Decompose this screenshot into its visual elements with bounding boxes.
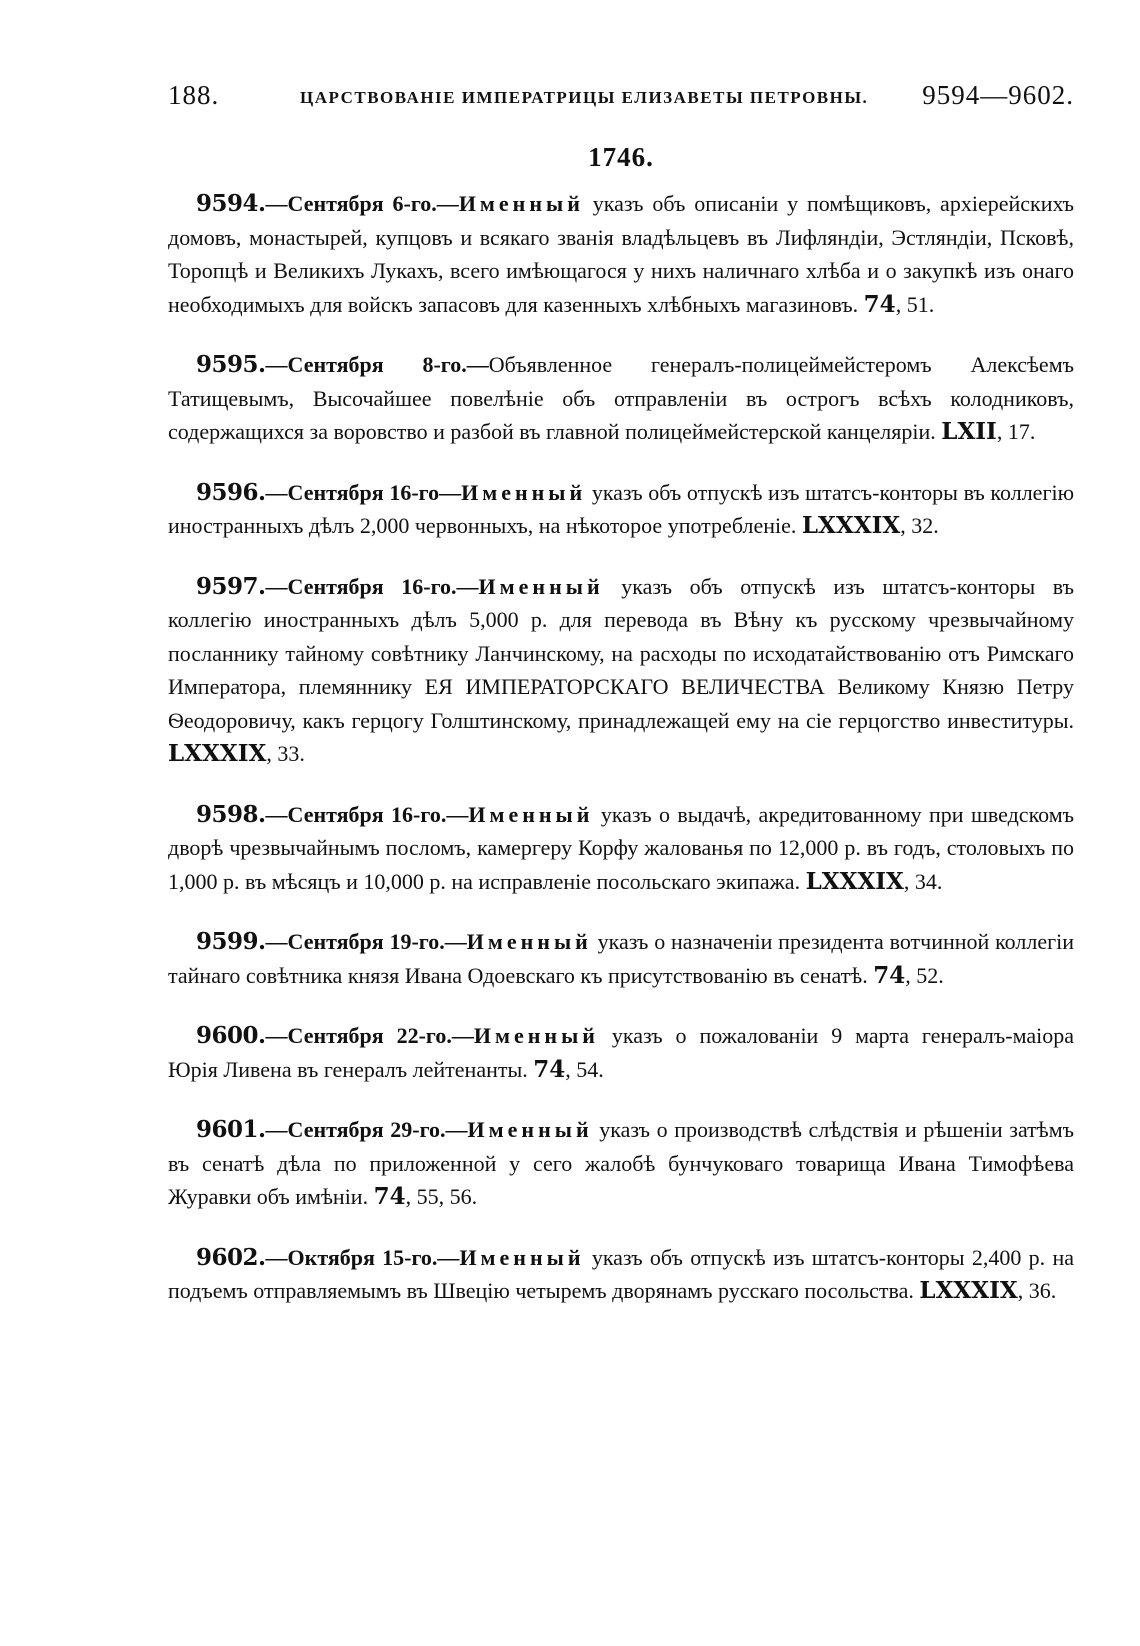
entry-date: —Сентября 8-го.—: [265, 352, 489, 377]
entry-volume-ref: 74: [873, 961, 906, 989]
entry-page-ref: , 51.: [895, 291, 935, 317]
entry-type: Именный: [458, 191, 584, 216]
entry: [168, 798, 1074, 899]
entry: [168, 570, 1074, 771]
entry-type: Именный: [478, 573, 604, 599]
entry-number: 9597.: [196, 572, 266, 600]
entry-text: указъ объ отпускѣ изъ штатсъ-конторы 2,400 р. на подъемъ отправляемымъ въ Швецію четыремъ дворянамъ русскаго посольства.: [168, 1244, 1074, 1303]
entry: [168, 1019, 1074, 1086]
entry-volume-ref: LXXXIX: [168, 740, 267, 767]
header-title: ЦАРСТВОВАНІЕ ИМПЕРАТРИЦЫ ЕЛИЗАВЕТЫ ПЕТРОВНЫ.: [300, 88, 869, 107]
entry-volume-ref: 74: [863, 290, 896, 318]
entry-type: Именный: [459, 1244, 585, 1270]
entry: [168, 187, 1074, 321]
entry-page-ref: , 17.: [996, 419, 1036, 444]
entry-range: 9594—9602.: [922, 80, 1074, 110]
entry-number: 9602.: [196, 1243, 266, 1271]
entry-text: указъ объ описаніи у помѣщиковъ, архіерейскихъ домовъ, монастырей, купцовъ и всякаго званія владѣльцевъ въ Лифляндіи, Эстляндіи, Псковѣ, Торопцѣ и Великихъ Лукахъ, всего имѣющагося у нихъ наличнаго хлѣба и о закупкѣ изъ онаго необходимыхъ для войскъ запасовъ для казенныхъ хлѣбныхъ магазиновъ.: [168, 191, 1075, 317]
year-heading: 1746.: [588, 142, 654, 172]
entry-volume-ref: LXII: [941, 418, 997, 445]
entry-text: указъ объ отпускѣ изъ штатсъ-конторы въ коллегію иностранныхъ дѣлъ 2,000 червонныхъ, на нѣкоторое употребленіе.: [168, 479, 1075, 538]
page-number: 188.: [168, 80, 220, 110]
entry-page-ref: , 36.: [1017, 1278, 1057, 1303]
entry-text: указъ объ отпускѣ изъ штатсъ-конторы въ коллегію иностранныхъ дѣлъ 5,000 р. для перевода въ Вѣну къ русскому чрезвычайному посланнику тайному совѣтнику Ланчинскому, на расходы по исходатайствованію отъ Римскаго Императора, племяннику ЕЯ ИМПЕРАТОРСКАГО ВЕЛИЧЕСТВА Великому Князю Петру Ѳеодоровичу, какъ герцогу Голштинскому, принадлежащей ему на сіе герцогство инвеституры.: [168, 573, 1075, 733]
entry-text: указъ о выдачѣ, акредитованному при шведскомъ дворѣ чрезвычайнымъ посломъ, камергеру Корфу жалованья по 12,000 р. въ годъ, столовыхъ по 1,000 р. въ мѣсяцъ и 10,000 р. на исправленіе посольскаго экипажа.: [168, 801, 1075, 894]
entry-number: 9598.: [196, 800, 266, 828]
entry-number: 9596.: [196, 478, 266, 506]
entry-page-ref: , 32.: [900, 513, 939, 538]
entry-number: 9599.: [196, 928, 266, 955]
entry-number: 9600.: [196, 1022, 266, 1049]
entry-page-ref: , 52.: [905, 962, 944, 988]
entry-volume-ref: LXXXIX: [919, 1277, 1018, 1304]
document-page: [168, 80, 1074, 1335]
entry-volume-ref: LXXXIX: [805, 867, 904, 895]
entry-text: указъ о назначеніи президента вотчинной коллегіи тайнаго совѣтника князя Ивана Одоевскаго къ присутствованію въ сенатѣ.: [168, 929, 1075, 988]
entry: [168, 476, 1074, 543]
entry-number: 9594.: [196, 190, 266, 217]
entry-type: Именный: [468, 801, 594, 827]
entry-number: 9595.: [196, 351, 266, 378]
entry-page-ref: , 33.: [266, 741, 305, 766]
entry-date: —Сентября 6-го.—: [265, 191, 459, 216]
entry-text: указъ о пожалованіи 9 марта генералъ-маіора Юрія Ливена въ генералъ лейтенанты.: [168, 1023, 1075, 1082]
entry-type: Именный: [466, 929, 592, 954]
entry-date: —Сентября 16-го.—: [265, 573, 479, 599]
entry-volume-ref: 74: [533, 1055, 566, 1083]
entry-date: —Сентября 22-го.—: [265, 1023, 474, 1048]
entry-page-ref: , 34.: [903, 868, 943, 894]
entry: [168, 348, 1074, 449]
running-head: [168, 80, 1074, 114]
entry-type: Именный: [461, 479, 587, 505]
entry-date: —Октября 15-го.—: [265, 1244, 460, 1270]
entry: [168, 925, 1074, 992]
entry-date: —Сентября 16-го—: [265, 479, 462, 505]
entry-page-ref: , 54.: [565, 1056, 604, 1082]
entry-type: Именный: [473, 1023, 599, 1048]
entry-text: указъ о производствѣ слѣдствія и рѣшеніи затѣмъ въ сенатѣ дѣла по приложенной у сего жалобѣ бунчуковаго товарища Ивана Тимофѣева Журавки объ имѣніи.: [168, 1117, 1075, 1209]
entry-date: —Сентября 19-го.—: [265, 929, 467, 954]
entry-number: 9601.: [196, 1116, 266, 1143]
entry-text: Объявленное генералъ-полицеймейстеромъ Алексѣемъ Татищевымъ, Высочайшее повелѣніе объ отправленіи въ острогъ всѣхъ колодниковъ, содержащихся за воровство и разбой въ главной полицеймейстерской канцеляріи.: [168, 352, 1074, 444]
entries-list: [168, 187, 1074, 1308]
entry-page-ref: , 55, 56.: [405, 1184, 478, 1209]
entry-volume-ref: 74: [373, 1183, 406, 1210]
entry-volume-ref: LXXXIX: [801, 512, 901, 539]
entry: [168, 1113, 1074, 1214]
entry-date: —Сентября 29-го.—: [265, 1117, 468, 1142]
entry: [168, 1241, 1074, 1308]
entry-date: —Сентября 16-го.—: [265, 801, 469, 827]
entry-type: Именный: [467, 1117, 593, 1142]
